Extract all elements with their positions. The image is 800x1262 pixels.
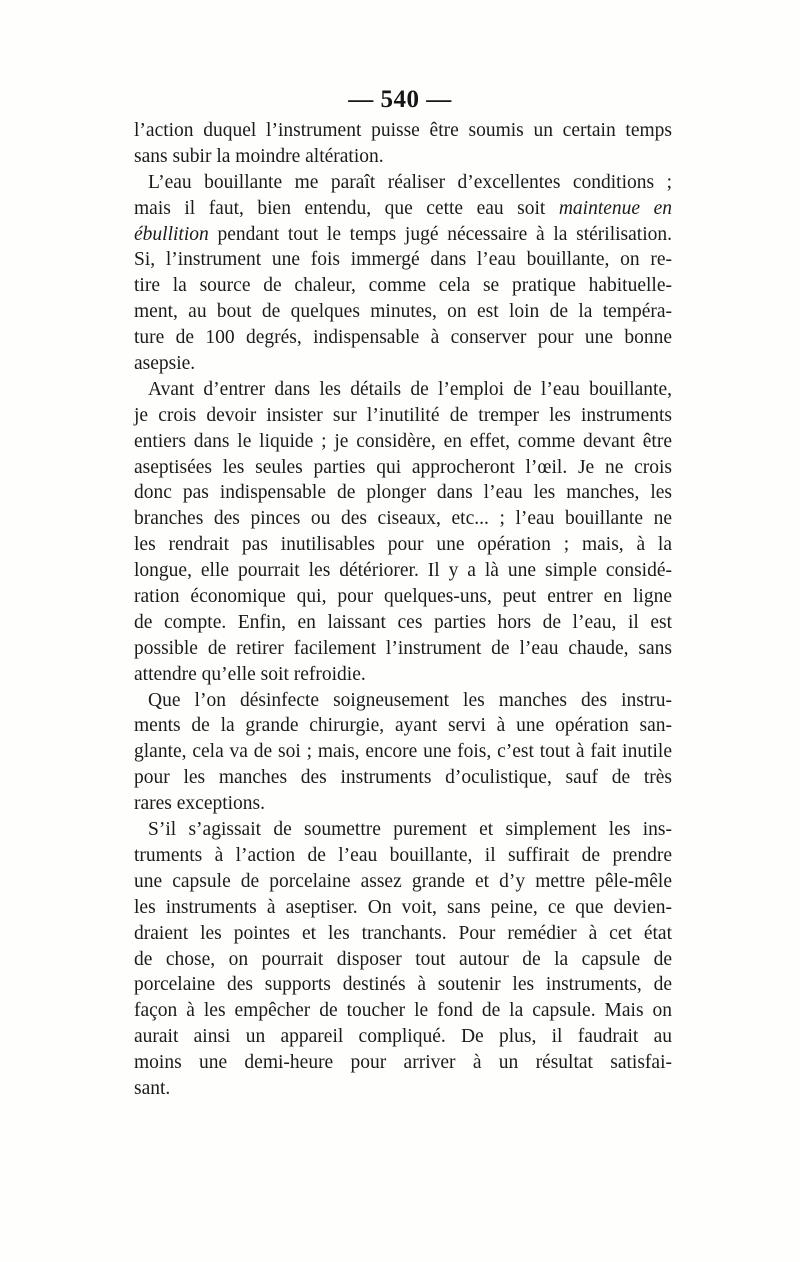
text-line: ture de 100 degrés, indispensable à conserver pour une bonne <box>134 327 672 349</box>
text-line: glante, cela va de soi ; mais, encore une fois, c’est tout à fait inutile <box>134 741 672 763</box>
paragraph-4 <box>134 688 672 817</box>
text-line: de compte. Enfin, en laissant ces parties hors de l’eau, il est <box>134 611 672 633</box>
text-line: longue, elle pourrait les détériorer. Il y a là une simple considé- <box>134 560 672 582</box>
paragraph-5 <box>134 817 672 1102</box>
text-line: sans subir la moindre altération. <box>134 145 384 167</box>
text-line: attendre qu’elle soit refroidie. <box>134 663 366 685</box>
text-line: pour les manches des instruments d’oculistique, sauf de très <box>134 767 672 789</box>
text-line: les rendrait pas inutilisables pour une opération ; mais, à la <box>134 534 672 556</box>
text-line: ébullition pendant tout le temps jugé nécessaire à la stérilisation. <box>134 223 672 245</box>
paragraph-3 <box>134 377 672 688</box>
text-line: branches des pinces ou des ciseaux, etc... ; l’eau bouillante ne <box>134 508 672 530</box>
text-line: possible de retirer facilement l’instrument de l’eau chaude, sans <box>134 637 672 659</box>
paragraph-2 <box>134 170 672 377</box>
text-line: Que l’on désinfecte soigneusement les manches des instru- <box>148 689 672 711</box>
text-line: Avant d’entrer dans les détails de l’emploi de l’eau bouillante, <box>148 378 672 400</box>
text-line: S’il s’agissait de soumettre purement et simplement les ins- <box>148 819 672 841</box>
text-line: sant. <box>134 1077 171 1099</box>
text-line: je crois devoir insister sur l’inutilité de tremper les instruments <box>134 404 672 426</box>
text-line: tire la source de chaleur, comme cela se pratique habituelle- <box>134 275 672 297</box>
text-line: asepsie. <box>134 353 196 375</box>
text-line: de chose, on pourrait disposer tout autour de la capsule de <box>134 948 672 970</box>
text-line: Si, l’instrument une fois immergé dans l’eau bouillante, on re- <box>134 249 672 271</box>
text-line: aurait ainsi un appareil compliqué. De plus, il faudrait au <box>134 1026 672 1048</box>
text-line: entiers dans le liquide ; je considère, en effet, comme devant être <box>134 430 672 452</box>
text-line: les instruments à aseptiser. On voit, sans peine, ce que devien- <box>134 896 672 918</box>
text-line: ments de la grande chirurgie, ayant servi à une opération san- <box>134 715 672 737</box>
text-line: moins une demi-heure pour arriver à un résultat satisfai- <box>134 1052 672 1074</box>
text-line: ration économique qui, pour quelques-uns, peut entrer en ligne <box>134 586 672 608</box>
text-line: rares exceptions. <box>134 793 266 815</box>
text-line: truments à l’action de l’eau bouillante, il suffirait de prendre <box>134 844 672 866</box>
text-line: mais il faut, bien entendu, que cette eau soit maintenue en <box>134 197 672 219</box>
paragraph-1 <box>134 118 672 170</box>
text-line: une capsule de porcelaine assez grande et d’y mettre pêle-mêle <box>134 870 672 892</box>
text-line: L’eau bouillante me paraît réaliser d’excellentes conditions ; <box>148 171 672 193</box>
text-line: façon à les empêcher de toucher le fond de la capsule. Mais on <box>134 1000 672 1022</box>
text-line: draient les pointes et les tranchants. Pour remédier à cet état <box>134 922 672 944</box>
body-text <box>134 118 672 1102</box>
text-line: ment, au bout de quelques minutes, on est loin de la tempéra- <box>134 301 672 323</box>
text-line: l’action duquel l’instrument puisse être soumis un certain temps <box>134 120 672 141</box>
text-line: aseptisées les seules parties qui approcheront l’œil. Je ne crois <box>134 456 672 478</box>
text-line: porcelaine des supports destinés à soutenir les instruments, de <box>134 974 672 996</box>
text-line: donc pas indispensable de plonger dans l’eau les manches, les <box>134 482 672 504</box>
page-number: — 540 — <box>348 86 452 113</box>
